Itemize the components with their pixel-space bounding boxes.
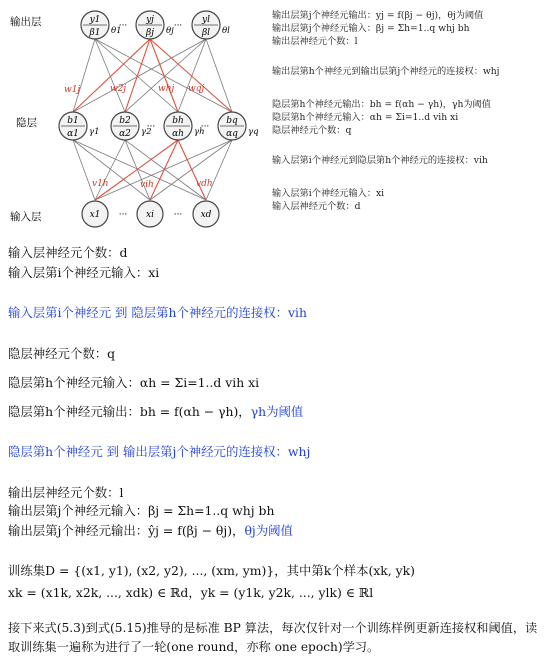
text-output-output-formula: 输出层第j个神经元输出：ŷj = f(βj − θj)， (8, 523, 245, 538)
hidden-dots-2: ··· (200, 122, 210, 132)
input-dots-2: ··· (173, 210, 183, 220)
edge-hidden-output (95, 39, 125, 112)
weight-label-wqj: wqj (188, 84, 205, 94)
input-node-2 (137, 201, 163, 227)
edge-input-hidden (73, 140, 150, 200)
network-nodes (59, 11, 259, 227)
paragraph-bp-description: 接下来式(5.3)到式(5.15)推导的是标准 BP 算法，每次仅针对一个训练样例更新连接权和阈值，读取训练集一遍称为进行了一轮(one round，亦称 one epoch)学习。 (8, 621, 538, 654)
output-node-2-top: yj (146, 15, 154, 25)
output-node-3-bottom: βl (201, 28, 211, 38)
input-node-3 (193, 201, 219, 227)
hidden-node-1-top: b1 (67, 116, 79, 126)
text-training-set: 训练集D = {(x1, y1), (x2, y2), ..., (xm, ym)}，其中第k个样本(xk, yk) (8, 563, 416, 578)
input-node-1-label: x1 (89, 210, 101, 220)
hidden-threshold-2: γ2 (141, 127, 152, 137)
hidden-dots: ··· (146, 122, 156, 132)
hidden-node-1 (59, 112, 87, 140)
edge-hidden-output (178, 39, 206, 112)
hidden-node-4 (218, 112, 246, 140)
annotation-hidden-output-weight: 输出层第h个神经元到输出层第j个神经元的连接权：whj (272, 66, 500, 77)
hidden-node-4-bottom: αq (226, 129, 238, 139)
neural-network-diagram (0, 0, 272, 240)
layer-label-hidden: 隐层 (16, 117, 37, 129)
weight-label-vdh: vdh (196, 179, 213, 189)
edge-hidden-output (73, 39, 206, 112)
edge-hidden-output (95, 39, 232, 112)
edge-input-hidden (95, 140, 232, 200)
weight-label-w2j: w2j (110, 84, 127, 94)
text-hidden-output-weight: 隐层第h个神经元 到 输出层第j个神经元的连接权：whj (8, 444, 311, 459)
edge-input-hidden (95, 140, 125, 200)
text-output-threshold: θj为阈值 (244, 523, 293, 538)
hidden-node-3 (164, 112, 192, 140)
edge-input-hidden (178, 140, 206, 200)
annotation-hidden-output: 隐层第h个神经元输出：bh = f(αh − γh)，γh为阈值 (272, 99, 491, 110)
annotation-input-count: 输入层神经元个数：d (272, 201, 361, 212)
text-output-count: 输出层神经元个数：l (8, 485, 124, 500)
hidden-node-2-top: b2 (119, 116, 131, 126)
input-dots-1: ··· (118, 210, 128, 220)
layer-label-output: 输出层 (10, 16, 42, 28)
annotation-output-input: 输出层第j个神经元输入：βj = Σh=1..q whj bh (272, 23, 470, 34)
output-threshold-3: θl (222, 26, 230, 36)
text-hidden-count: 隐层神经元个数：q (8, 346, 116, 361)
text-hidden-output (8, 402, 303, 420)
annotation-input-hidden-weight: 输入层第i个神经元到隐层第h个神经元的连接权：vih (272, 155, 488, 166)
annotation-hidden-count: 隐层神经元个数：q (272, 125, 352, 136)
hidden-node-4-top: bq (226, 116, 238, 126)
weight-label-v1h: v1h (92, 179, 109, 189)
output-dots-2: ··· (173, 21, 183, 31)
output-dots-1: ··· (118, 21, 128, 31)
hidden-node-1-bottom: α1 (67, 129, 79, 139)
edge-hidden-output (73, 39, 150, 112)
output-node-1-bottom: β1 (89, 28, 101, 38)
hidden-node-2-bottom: α2 (119, 129, 131, 139)
weight-label-vih: vih (140, 180, 154, 190)
text-input-hidden-weight: 输入层第i个神经元 到 隐层第h个神经元的连接权：vih (8, 305, 307, 320)
text-input-count: 输入层神经元个数：d (8, 245, 128, 260)
output-threshold-2: θj (166, 26, 174, 36)
annotation-output-count: 输出层神经元个数：l (272, 36, 358, 47)
edge-input-hidden (73, 140, 206, 200)
output-node-1-top: y1 (89, 15, 101, 25)
output-node-2 (136, 11, 164, 39)
weight-label-w1j: w1j (64, 85, 81, 95)
text-input-i: 输入层第i个神经元输入：xi (8, 265, 160, 280)
hidden-node-3-bottom: αh (172, 129, 184, 139)
text-sample-vectors: xk = (x1k, x2k, ..., xdk) ∈ ℝd，yk = (y1k, y2k, ..., ylk) ∈ ℝl (8, 585, 374, 600)
input-node-2-label: xi (146, 210, 154, 220)
text-hidden-output-formula: 隐层第h个神经元输出：bh = f(αh − γh)， (8, 404, 251, 419)
edge-input-hidden (206, 140, 232, 200)
weight-label-whj: whj (158, 84, 175, 94)
output-threshold-1: θ1 (111, 26, 122, 36)
output-node-2-bottom: βj (146, 28, 154, 38)
annotation-hidden-input: 隐层第h个神经元输入：αh = Σi=1..d vih xi (272, 112, 459, 123)
hidden-node-3-top: bh (172, 116, 184, 126)
text-output-output (8, 521, 293, 539)
hidden-threshold-1: γ1 (89, 127, 100, 137)
output-node-3 (192, 11, 220, 39)
output-node-3-top: yl (202, 15, 210, 25)
annotation-output-j: 输出层第j个神经元输出：yj = f(βj − θj)，θj为阈值 (272, 10, 484, 21)
layer-label-input: 输入层 (10, 211, 42, 223)
edge-input-hidden (150, 140, 232, 200)
annotation-input-i: 输入层第i个神经元输入：xi (272, 188, 385, 199)
hidden-threshold-4: γq (248, 127, 259, 137)
text-hidden-input: 隐层第h个神经元输入：αh = Σi=1..d vih xi (8, 375, 260, 390)
hidden-threshold-3: γh (194, 127, 205, 137)
hidden-node-2 (111, 112, 139, 140)
input-node-3-label: xd (200, 210, 212, 220)
edge-hidden-output (150, 39, 232, 112)
text-output-input: 输出层第j个神经元输入：βj = Σh=1..q whj bh (8, 503, 275, 518)
output-node-1 (81, 11, 109, 39)
input-node-1 (82, 201, 108, 227)
connection-edges (73, 39, 232, 200)
text-hidden-threshold: γh为阈值 (250, 404, 304, 419)
